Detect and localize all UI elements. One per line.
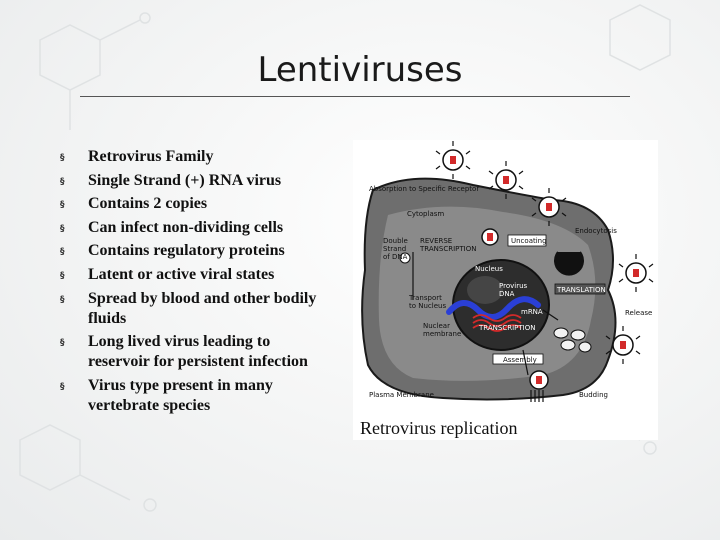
label-nuclear-membrane: Nuclear (423, 322, 450, 330)
svg-text:membrane: membrane (423, 330, 462, 338)
svg-text:to Nucleus: to Nucleus (409, 302, 447, 310)
label-translation: TRANSLATION (557, 286, 606, 294)
slide-title: Lentiviruses (257, 50, 463, 90)
retrovirus-replication-figure (353, 140, 658, 440)
title-divider (80, 96, 630, 97)
bullet-item: § Retrovirus Family (60, 147, 325, 167)
bullet-marker: § (60, 200, 65, 211)
label-budding: Budding (579, 391, 608, 399)
label-transport: Transport (409, 294, 442, 302)
bullet-marker: § (60, 176, 65, 187)
label-uncoating: Uncoating (511, 237, 547, 245)
bullet-marker: § (60, 294, 65, 305)
bullet-marker: § (60, 223, 65, 234)
label-endocytosis: Endocytosis (575, 227, 617, 235)
svg-text:Strand: Strand (383, 245, 407, 253)
bullet-list (60, 147, 325, 419)
label-double-strand: Double (383, 237, 408, 245)
bullet-item: § Can infect non-dividing cells (60, 218, 325, 238)
bullet-item: § Long lived virus leading to reservoir for persistent infection (60, 333, 308, 371)
endocytosis-vesicle (555, 252, 583, 275)
label-reverse-transcription: REVERSE (420, 237, 453, 245)
svg-text:TRANSCRIPTION: TRANSCRIPTION (420, 245, 477, 253)
bullet-marker: § (60, 338, 65, 349)
figure-caption: Retrovirus replication (360, 418, 518, 438)
label-provirus: Provirus (499, 282, 528, 290)
label-cytoplasm: Cytoplasm (407, 210, 445, 218)
bullet-marker: § (60, 381, 65, 392)
bullet-item: § Virus type present in many vertebrate species (60, 376, 273, 414)
label-absorption: Absorption to Specific Receptor (369, 185, 480, 193)
label-nucleus: Nucleus (475, 265, 503, 273)
bullet-item: § Contains 2 copies (60, 194, 325, 214)
bullet-marker: § (60, 247, 65, 258)
bullet-item: § Single Strand (+) RNA virus (60, 171, 325, 191)
label-release: Release (625, 309, 653, 317)
label-transcription: TRANSCRIPTION (479, 324, 536, 332)
label-plasma-membrane: Plasma Membrane (369, 391, 434, 399)
svg-text:of DNA: of DNA (383, 253, 408, 261)
bullet-item: § Contains regulatory proteins (60, 241, 325, 261)
label-mrna: mRNA (521, 308, 543, 316)
bullet-marker: § (60, 270, 65, 281)
label-assembly: Assembly (503, 356, 537, 364)
replication-diagram (353, 140, 658, 440)
svg-text:DNA: DNA (499, 290, 515, 298)
bullet-marker: § (60, 153, 65, 163)
bullet-item: § Spread by blood and other bodily fluids (60, 289, 317, 327)
bullet-item: § Latent or active viral states (60, 265, 325, 285)
